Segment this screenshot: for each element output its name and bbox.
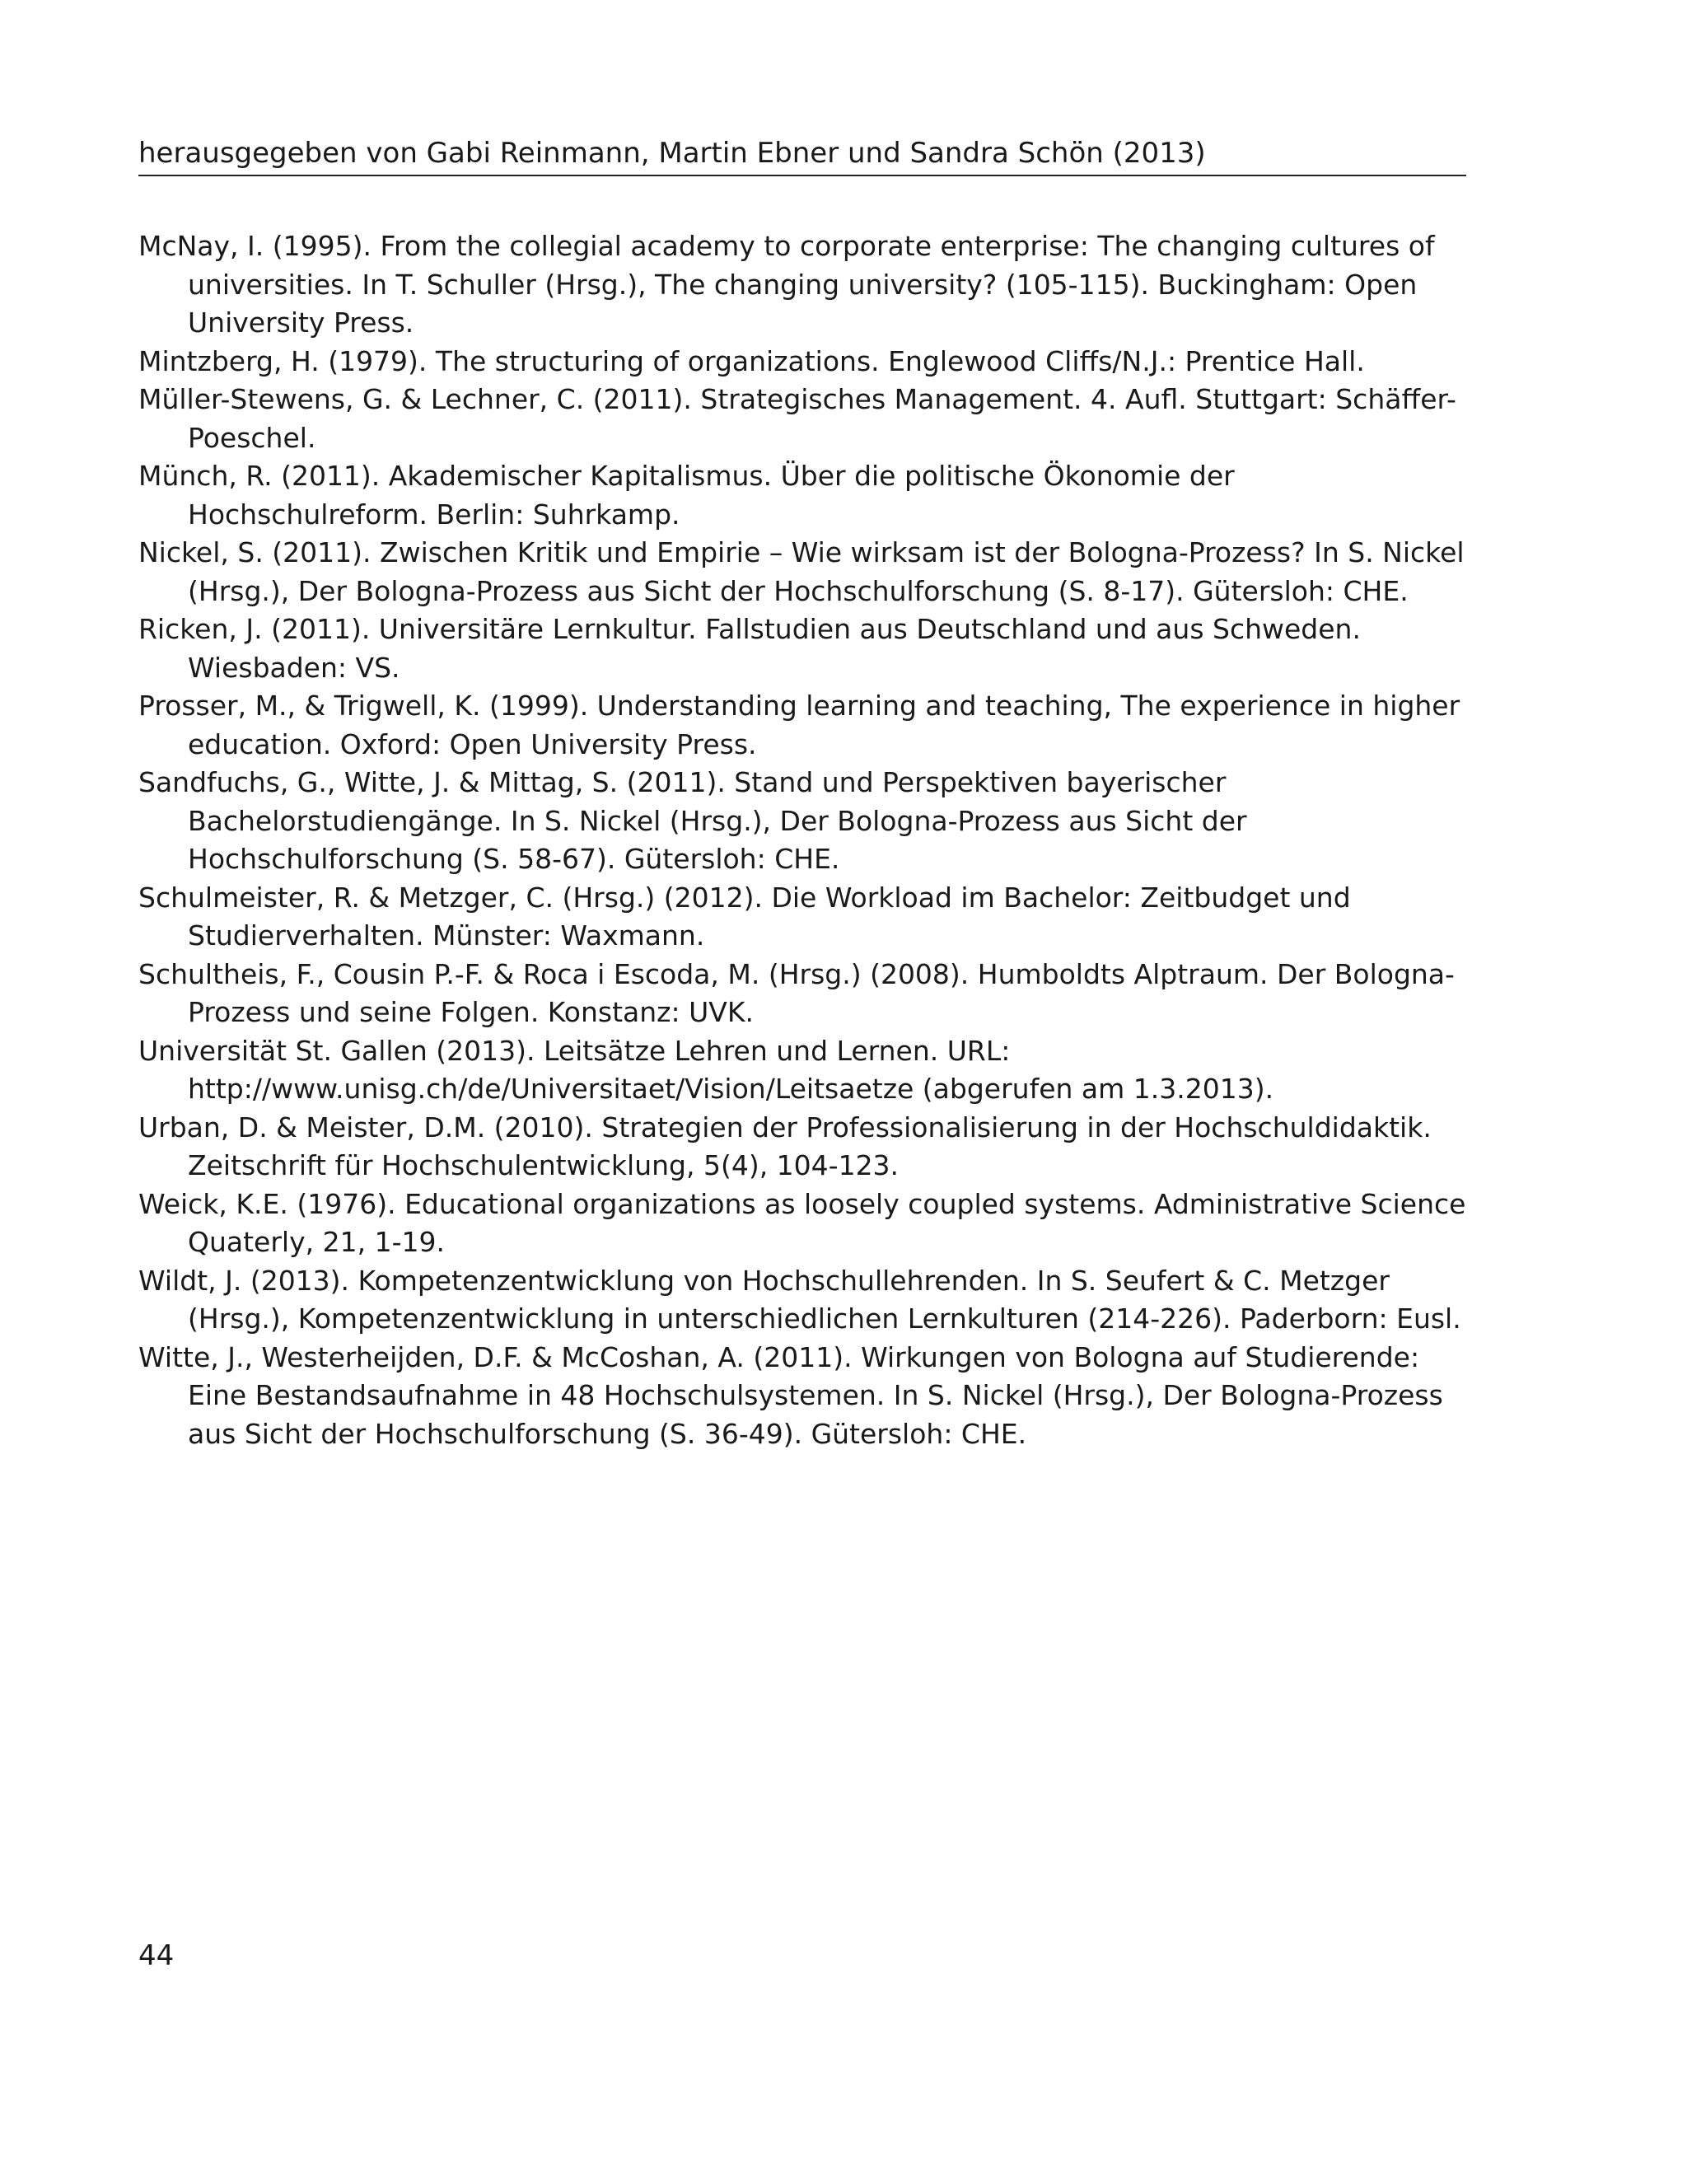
reference-entry: Witte, J., Westerheijden, D.F. & McCoshan, A. (2011). Wirkungen von Bologna auf Studierende: Eine Bestandsaufnahme in 48 Hochschulsystemen. In S. Nickel (Hrsg.), Der Bologna-Prozess aus Sicht der Hochschulforschung (S. 36-49). Gütersloh: CHE. [138, 1340, 1443, 1450]
reference-entry: Müller-Stewens, G. & Lechner, C. (2011). Strategisches Management. 4. Aufl. Stuttgart: Schäffer-Poeschel. [138, 383, 1456, 454]
reference-entry: Nickel, S. (2011). Zwischen Kritik und Empirie – Wie wirksam ist der Bologna-Prozess? In S. Nickel (Hrsg.), Der Bologna-Prozess aus Sicht der Hochschulforschung (S. 8-17). Gütersloh: CHE. [138, 536, 1465, 607]
page-header [138, 132, 1466, 176]
reference-entry: Schulmeister, R. & Metzger, C. (Hrsg.) (2012). Die Workload im Bachelor: Zeitbudget und Studierverhalten. Münster: Waxmann. [138, 881, 1351, 952]
reference-entry: Sandfuchs, G., Witte, J. & Mittag, S. (2011). Stand und Perspektiven bayerischer Bachelorstudiengänge. In S. Nickel (Hrsg.), Der Bologna-Prozess aus Sicht der Hochschulforschung (S. 58-67). Gütersloh: CHE. [138, 766, 1247, 875]
reference-entry: Schultheis, F., Cousin P.-F. & Roca i Escoda, M. (Hrsg.) (2008). Humboldts Alptraum. Der Bologna-Prozess und seine Folgen. Konstanz: UVK. [138, 957, 1455, 1028]
reference-entry: Urban, D. & Meister, D.M. (2010). Strategien der Professionalisierung in der Hochschuldidaktik. Zeitschrift für Hochschulentwicklung, 5(4), 104-123. [138, 1111, 1432, 1181]
reference-entry: Ricken, J. (2011). Universitäre Lernkultur. Fallstudien aus Deutschland und aus Schweden. Wiesbaden: VS. [138, 613, 1361, 684]
reference-entry: Münch, R. (2011). Akademischer Kapitalismus. Über die politische Ökonomie der Hochschulreform. Berlin: Suhrkamp. [138, 460, 1235, 531]
reference-entry: Wildt, J. (2013). Kompetenzentwicklung von Hochschullehrenden. In S. Seufert & C. Metzger (Hrsg.), Kompetenzentwicklung in unterschiedlichen Lernkulturen (214-226). Paderborn: Eusl. [138, 1264, 1461, 1335]
reference-entry: McNay, I. (1995). From the collegial academy to corporate enterprise: The changing cultures of universities. In T. Schuller (Hrsg.), The changing university? (105-115). Buckingham: Open University Press. [138, 230, 1435, 339]
reference-entry: Weick, K.E. (1976). Educational organizations as loosely coupled systems. Administrative Science Quaterly, 21, 1-19. [138, 1187, 1466, 1258]
reference-entry: Prosser, M., & Trigwell, K. (1999). Understanding learning and teaching, The experience in higher education. Oxford: Open University Press. [138, 690, 1460, 760]
reference-entry: Universität St. Gallen (2013). Leitsätze Lehren und Lernen. URL: http://www.unisg.ch/de/Universitaet/Vision/Leitsaetze (abgerufen am 1.3.2013). [138, 1034, 1274, 1105]
reference-entry: Mintzberg, H. (1979). The structuring of organizations. Englewood Cliffs/N.J.: Prentice Hall. [138, 344, 1365, 377]
reference-list [138, 227, 1466, 1453]
page-number: 44 [138, 1939, 175, 1972]
running-title: herausgegeben von Gabi Reinmann, Martin Ebner und Sandra Schön (2013) [138, 137, 1206, 170]
